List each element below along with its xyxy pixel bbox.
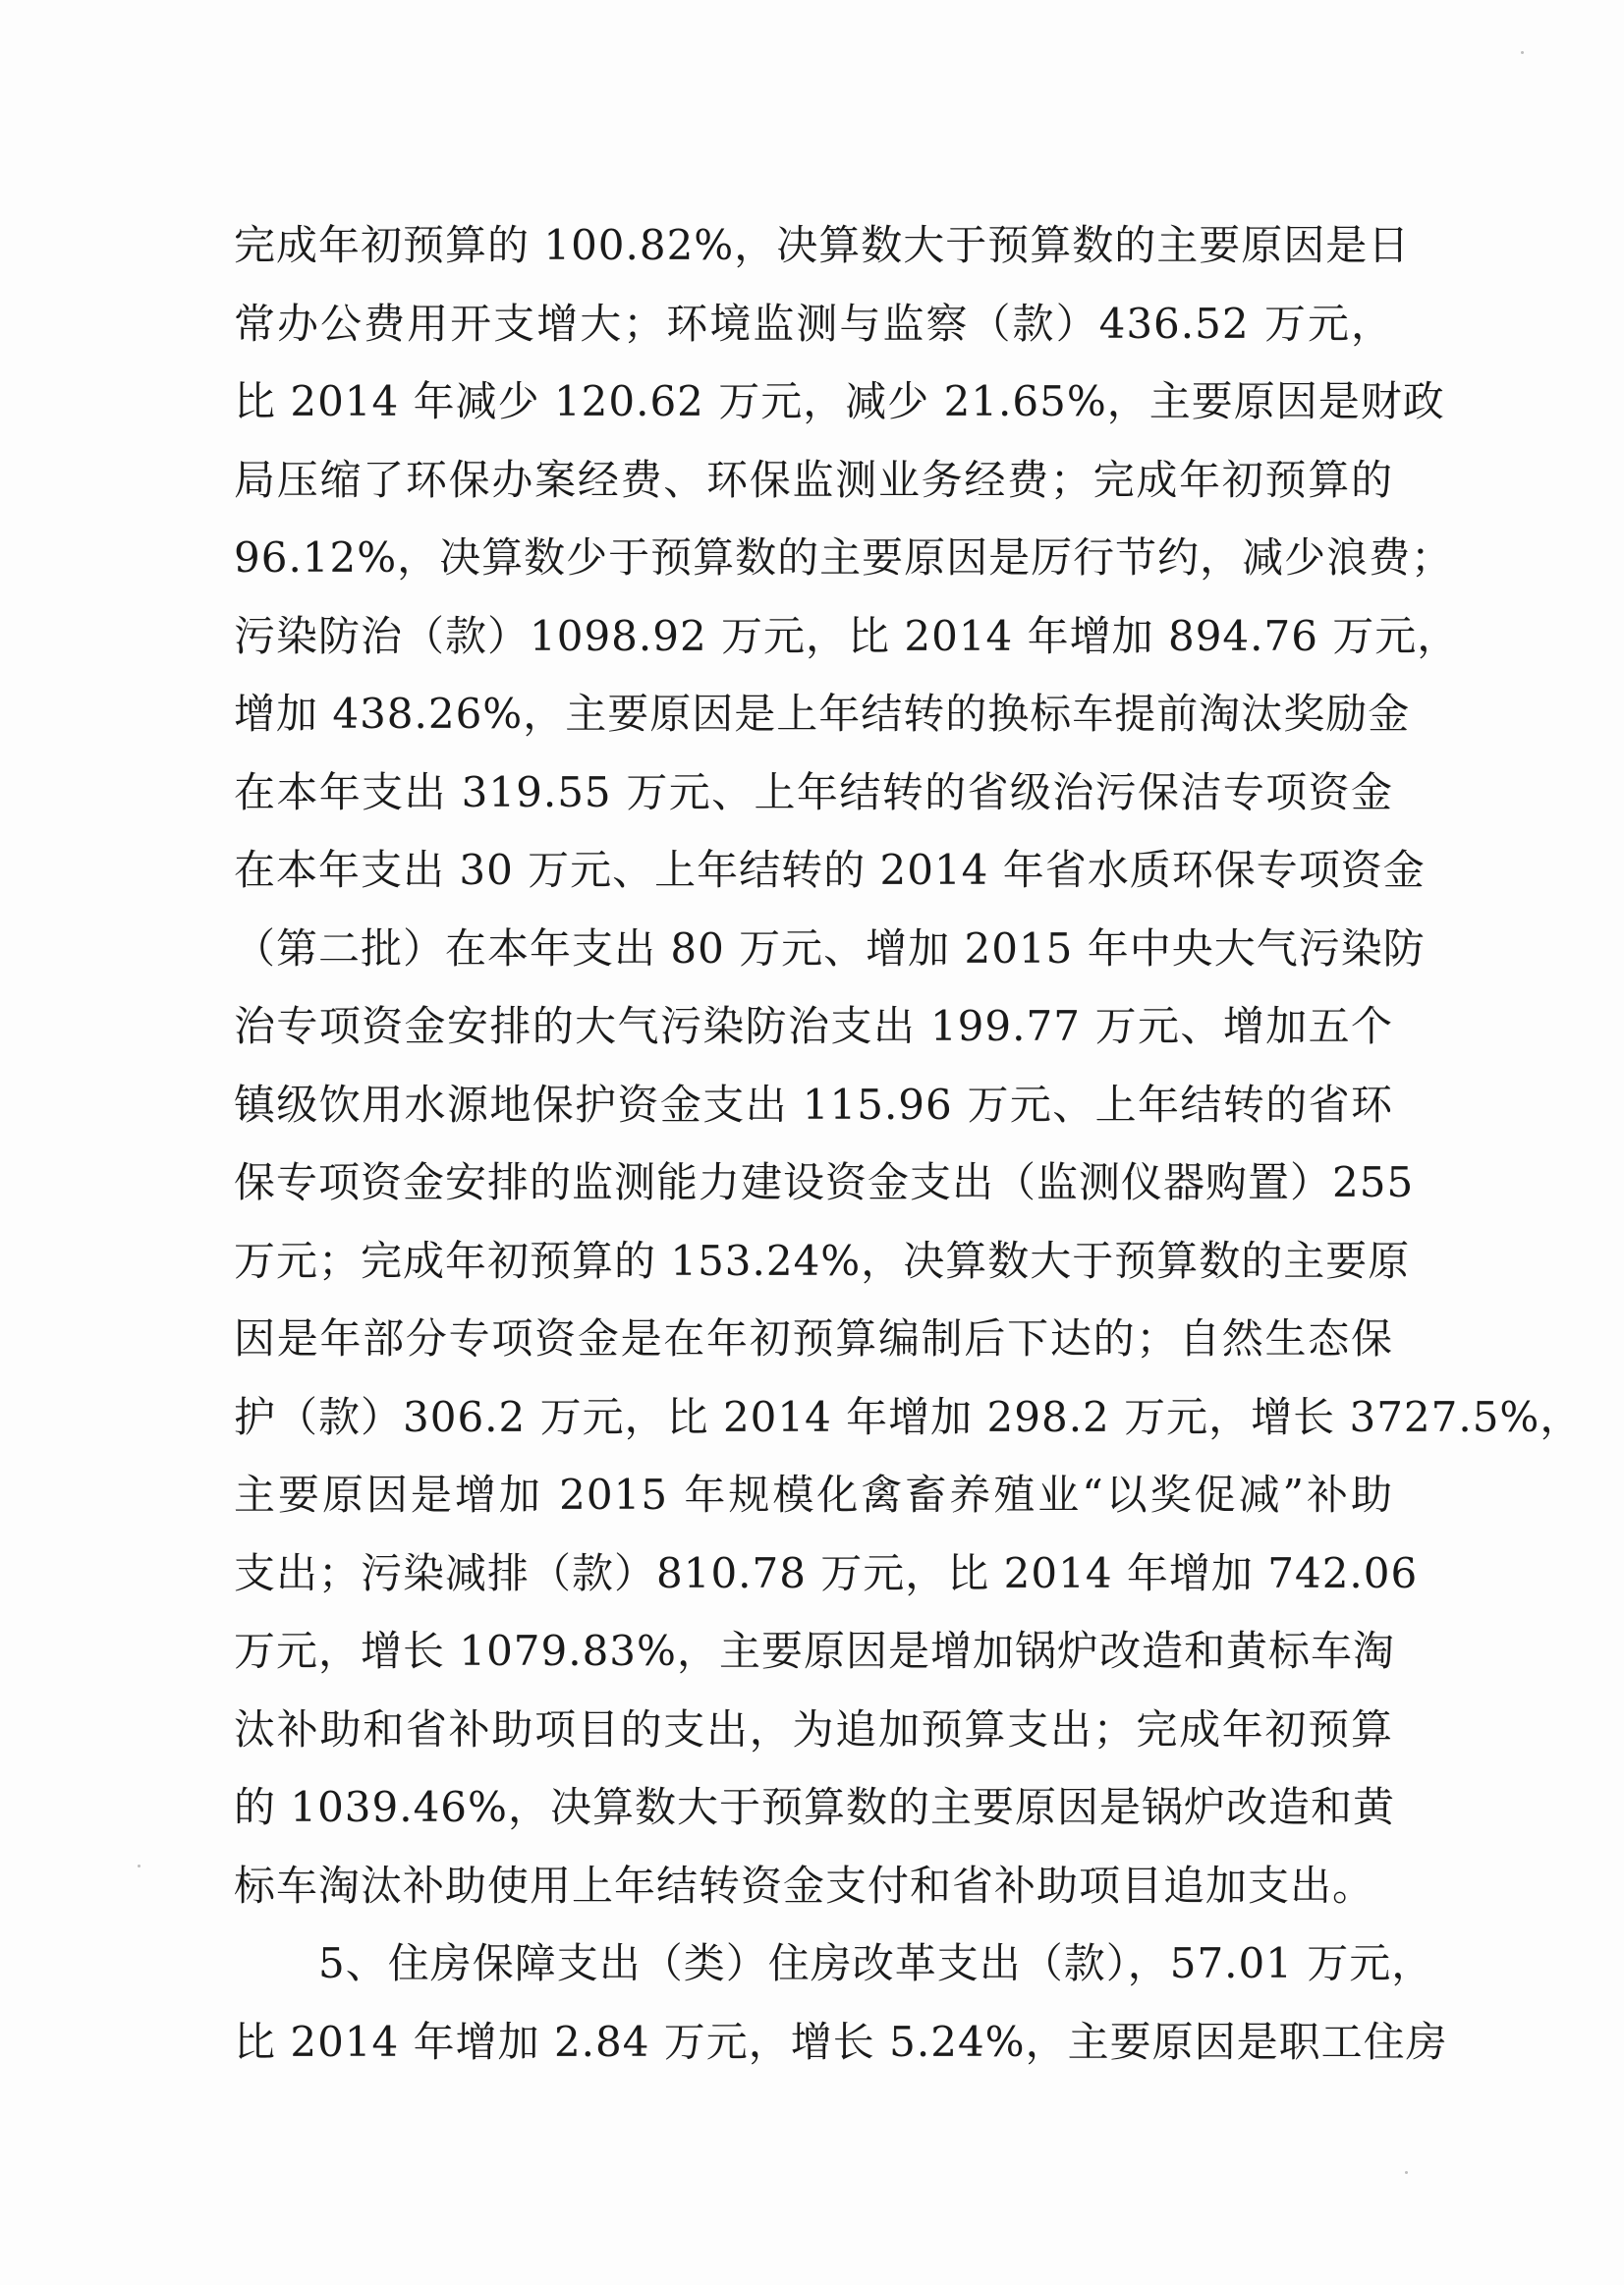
text-line: 的 1039.46%，决算数大于预算数的主要原因是锅炉改造和黄 [234,1783,1395,1831]
section-5-first-line: 5、住房保障支出（类）住房改革支出（款），57.01 万元， [318,1939,1434,1987]
text-line: 96.12%，决算数少于预算数的主要原因是厉行节约，减少浪费； [234,533,1454,582]
scan-speck [1521,51,1524,54]
scan-speck [1405,2171,1408,2174]
text-line: 比 2014 年减少 120.62 万元，减少 21.65%，主要原因是财政 [234,377,1445,425]
text-line: 比 2014 年增加 2.84 万元，增长 5.24%，主要原因是职工住房 [234,2017,1448,2066]
text-line: 局压缩了环保办案经费、环保监测业务经费；完成年初预算的 [234,455,1393,504]
text-line: 万元；完成年初预算的 153.24%，决算数大于预算数的主要原 [234,1236,1411,1285]
text-line: 治专项资金安排的大气污染防治支出 199.77 万元、增加五个 [234,1002,1393,1050]
text-line: 支出；污染减排（款）810.78 万元，比 2014 年增加 742.06 [234,1548,1419,1597]
text-line: 护（款）306.2 万元，比 2014 年增加 298.2 万元，增长 3727.5%， [234,1392,1583,1441]
text-line: 因是年部分专项资金是在年初预算编制后下达的；自然生态保 [234,1314,1393,1363]
text-line: 汰补助和省补助项目的支出，为追加预算支出；完成年初预算 [234,1704,1393,1754]
body-text [234,206,1583,2081]
text-line: 完成年初预算的 100.82%，决算数大于预算数的主要原因是日 [234,221,1411,269]
text-line: 镇级饮用水源地保护资金支出 115.96 万元、上年结转的省环 [234,1080,1393,1129]
text-line: 增加 438.26%，主要原因是上年结转的换标车提前淘汰奖励金 [234,690,1411,738]
paragraph-end-line: 标车淘汰补助使用上年结转资金支付和省补助项目追加支出。 [234,1861,1375,1910]
text-line: 在本年支出 319.55 万元、上年结转的省级治污保洁专项资金 [234,767,1393,816]
text-line: 保专项资金安排的监测能力建设资金支出（监测仪器购置）255 [234,1158,1415,1206]
text-line: （第二批）在本年支出 80 万元、增加 2015 年中央大气污染防 [234,923,1426,973]
text-line: 在本年支出 30 万元、上年结转的 2014 年省水质环保专项资金 [234,846,1426,894]
scan-speck [138,1865,140,1867]
text-line: 常办公费用开支增大；环境监测与监察（款）436.52 万元， [234,299,1393,348]
text-line: 主要原因是增加 2015 年规模化禽畜养殖业“以奖促减”补助 [234,1471,1393,1519]
text-line: 污染防治（款）1098.92 万元，比 2014 年增加 894.76 万元， [234,611,1460,660]
text-line: 万元，增长 1079.83%，主要原因是增加锅炉改造和黄标车淘 [234,1627,1395,1675]
